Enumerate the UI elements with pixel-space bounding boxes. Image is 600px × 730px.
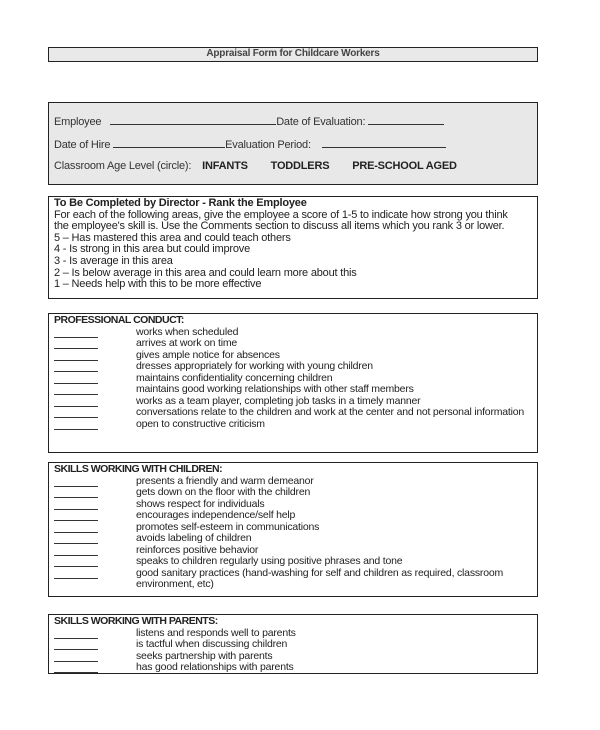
date-of-hire-label: Date of Hire (54, 139, 111, 151)
director-instructions-box (48, 196, 538, 299)
criterion-text: reinforces positive behavior (136, 543, 259, 556)
section-title: SKILLS WORKING WITH CHILDREN: (54, 463, 223, 475)
criterion-text: seeks partnership with parents (136, 649, 273, 662)
criterion-text: encourages independence/self help (136, 509, 296, 521)
employee-label: Employee (54, 116, 102, 128)
score-blank[interactable] (54, 327, 98, 338)
score-blank[interactable] (54, 407, 98, 418)
score-blank[interactable] (54, 373, 98, 384)
rating-row (54, 361, 532, 373)
evaluation-period-label: Evaluation Period: (225, 139, 311, 151)
rating-row (54, 327, 532, 339)
score-blank[interactable] (54, 651, 98, 662)
employee-row (54, 114, 444, 128)
criterion-text: good sanitary practices (hand-washing for self and children as required, classroom environment, etc) (136, 566, 504, 590)
professional-conduct-section (48, 313, 538, 453)
rating-row (54, 510, 532, 522)
score-blank[interactable] (54, 533, 98, 544)
criterion-text: maintains confidentiality concerning children (136, 371, 333, 384)
instruction-line: 5 – Has mastered this area and could teach others (54, 231, 291, 244)
date-of-evaluation-field[interactable] (368, 114, 444, 125)
score-blank[interactable] (54, 639, 98, 650)
criterion-text: shows respect for individuals (136, 497, 265, 510)
score-blank[interactable] (54, 338, 98, 349)
criterion-text: dresses appropriately for working with young children (136, 360, 373, 372)
instruction-line: 3 - Is average in this area (54, 254, 173, 267)
rating-row (54, 568, 532, 591)
criterion-text: works when scheduled (136, 325, 239, 338)
age-level-label: Classroom Age Level (circle): (54, 160, 192, 172)
score-blank[interactable] (54, 384, 98, 395)
age-option-toddlers[interactable]: TODDLERS (270, 160, 330, 172)
rating-row (54, 522, 532, 534)
score-blank[interactable] (54, 361, 98, 372)
criterion-text: maintains good working relationships with other staff members (136, 383, 414, 395)
criterion-text: is tactful when discussing children (136, 638, 288, 650)
evaluation-period-field[interactable] (322, 137, 446, 148)
instruction-line: 1 – Needs help with this to be more effective (54, 278, 262, 291)
criterion-text: presents a friendly and warm demeanor (136, 474, 314, 487)
score-blank[interactable] (54, 522, 98, 533)
form-title: Appraisal Form for Childcare Workers (48, 47, 538, 62)
instruction-line: 4 - Is strong in this area but could improve (54, 243, 251, 256)
score-blank[interactable] (54, 499, 98, 510)
criterion-text: listens and responds well to parents (136, 626, 296, 639)
employee-field[interactable] (110, 114, 276, 125)
rating-row (54, 419, 532, 431)
instruction-line: For each of the following areas, give the employee a score of 1-5 to indicate how strong you think (54, 208, 508, 221)
criterion-text: gets down on the floor with the children (136, 486, 311, 498)
score-blank[interactable] (54, 628, 98, 639)
score-blank[interactable] (54, 476, 98, 487)
criterion-text: promotes self-esteem in communications (136, 520, 320, 533)
score-blank[interactable] (54, 510, 98, 521)
hire-row (54, 137, 446, 151)
score-blank[interactable] (54, 568, 98, 579)
criterion-text: conversations relate to the children and work at the center and not personal information (136, 406, 525, 418)
score-blank[interactable] (54, 545, 98, 556)
rating-row (54, 407, 532, 419)
criterion-text: works as a team player, completing job tasks in a timely manner (136, 394, 421, 407)
rating-row (54, 628, 532, 640)
criterion-text: gives ample notice for absences (136, 348, 280, 361)
criterion-text: has good relationships with parents (136, 661, 294, 673)
rating-row (54, 384, 532, 396)
score-blank[interactable] (54, 419, 98, 430)
skills-parents-section (48, 614, 538, 674)
rating-row (54, 338, 532, 350)
criterion-text: open to constructive criticism (136, 417, 265, 430)
date-of-hire-field[interactable] (113, 137, 225, 148)
director-heading: To Be Completed by Director - Rank the Employee (54, 197, 307, 209)
score-blank[interactable] (54, 662, 98, 673)
skills-children-section (48, 462, 538, 597)
rating-row (54, 556, 532, 568)
age-option-infants[interactable]: INFANTS (202, 160, 248, 172)
score-blank[interactable] (54, 556, 98, 567)
instruction-line: the employee's skill is. Use the Comments section to discuss all items which you rank 3 or lower. (54, 220, 505, 233)
criterion-text: speaks to children regularly using positive phrases and tone (136, 555, 403, 567)
score-blank[interactable] (54, 350, 98, 361)
age-option-preschool[interactable]: PRE-SCHOOL AGED (352, 160, 457, 172)
section-title: PROFESSIONAL CONDUCT: (54, 314, 184, 326)
date-of-evaluation-label: Date of Evaluation: (276, 116, 366, 128)
score-blank[interactable] (54, 487, 98, 498)
criterion-text: avoids labeling of children (136, 532, 252, 544)
criterion-text: arrives at work on time (136, 337, 238, 349)
instruction-line: 2 – Is below average in this area and could learn more about this (54, 266, 357, 279)
age-level-row (54, 160, 457, 172)
score-blank[interactable] (54, 396, 98, 407)
rating-row (54, 639, 532, 651)
rating-row (54, 487, 532, 499)
rating-row (54, 662, 532, 674)
rating-row (54, 533, 532, 545)
employee-info-box (48, 102, 538, 185)
section-title: SKILLS WORKING WITH PARENTS: (54, 615, 218, 627)
